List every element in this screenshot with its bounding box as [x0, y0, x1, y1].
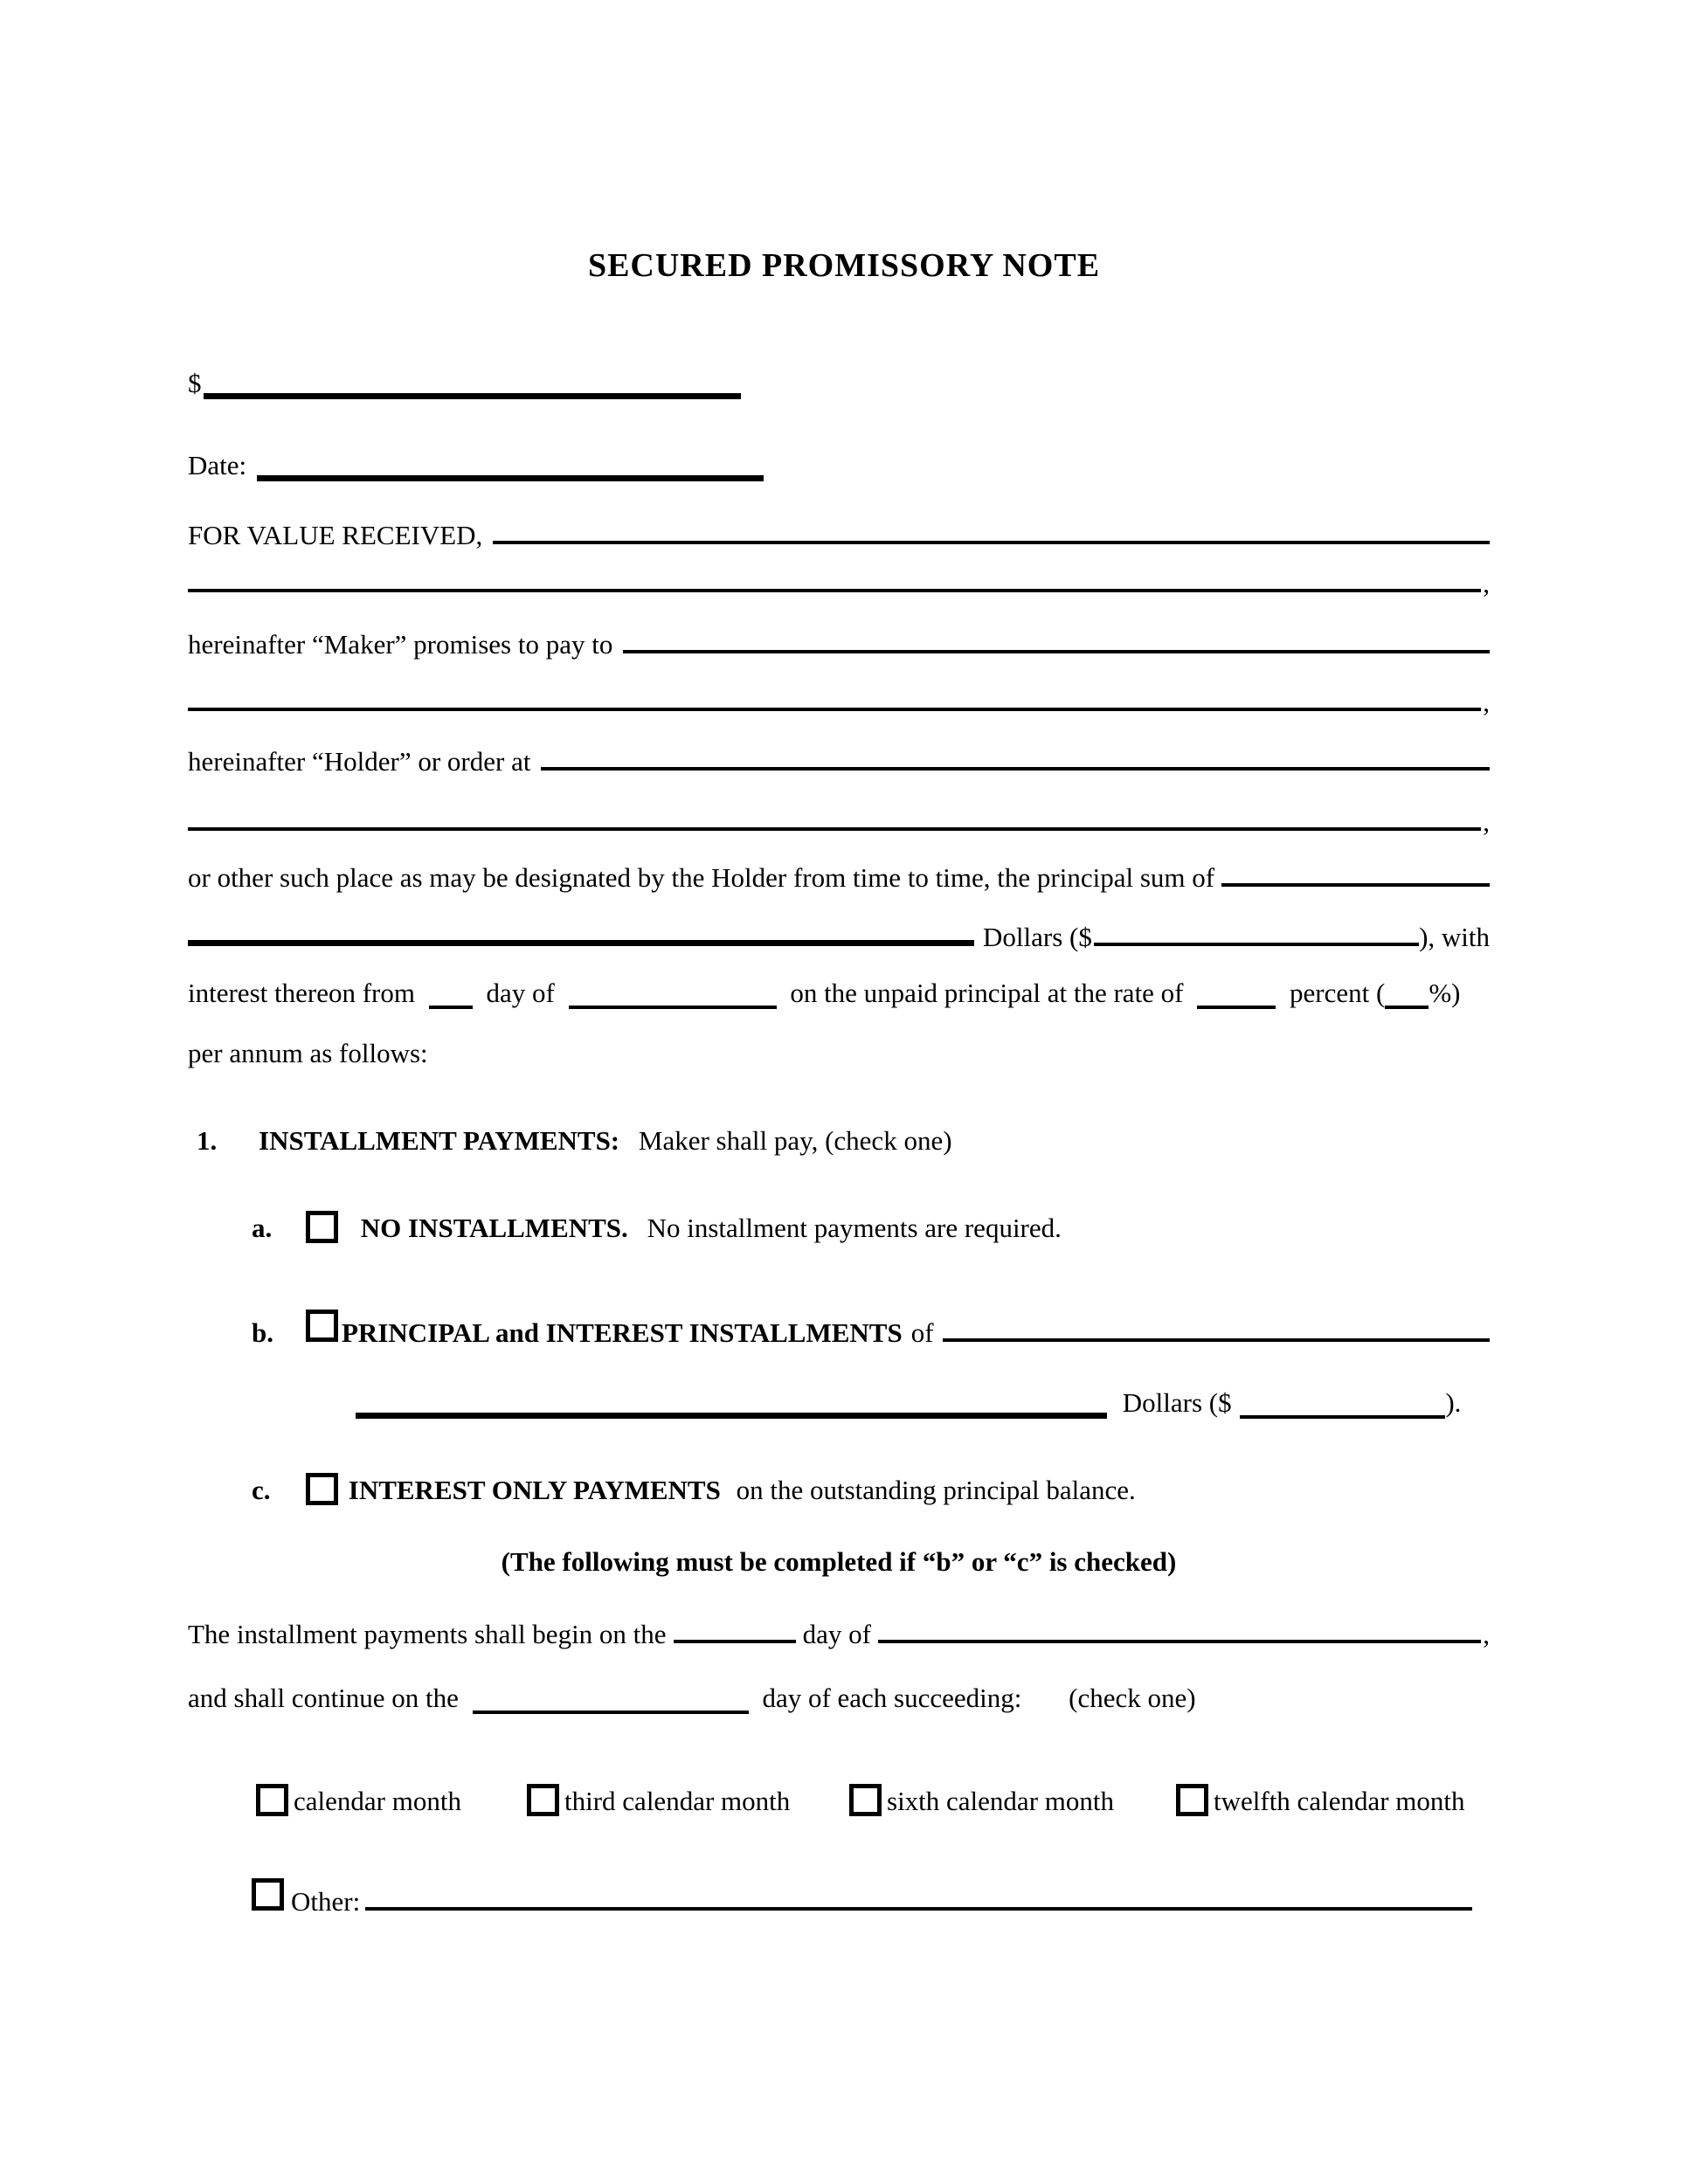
item-b-line	[188, 1310, 1490, 1351]
holder-clause-text: hereinafter “Holder” or order at	[188, 746, 531, 777]
maker-name-blank[interactable]	[493, 515, 1490, 544]
payment-address-continuation-blank[interactable]	[188, 801, 1481, 831]
amount-line	[188, 367, 1490, 401]
calendar-month-checkbox[interactable]	[256, 1784, 288, 1816]
date-blank[interactable]	[257, 452, 764, 481]
other-line	[188, 1878, 1490, 1919]
principal-sum-words-blank-2[interactable]	[188, 916, 974, 946]
holder-continuation-line	[188, 681, 1490, 720]
b-dollars-close-text: ).	[1445, 1387, 1462, 1418]
other-checkbox[interactable]	[252, 1878, 284, 1911]
frequency-option-sixth-calendar-month	[849, 1784, 1114, 1819]
trailing-comma: ,	[1483, 568, 1490, 598]
item-c-bold-text: INTEREST ONLY PAYMENTS	[348, 1475, 721, 1505]
installment-amount-numeric-blank[interactable]	[1240, 1389, 1445, 1419]
installment-amount-words-blank[interactable]	[943, 1312, 1490, 1342]
interest-line	[188, 977, 1490, 1011]
maker-clause-line	[188, 624, 1490, 662]
continue-line	[188, 1682, 1490, 1716]
continue-day-blank[interactable]	[473, 1684, 749, 1714]
begin-line	[188, 1614, 1490, 1652]
frequency-options-row	[188, 1784, 1490, 1829]
interest-text-5: %)	[1429, 978, 1461, 1008]
frequency-option-calendar-month	[256, 1784, 461, 1819]
principal-sum-numeric-blank[interactable]	[1094, 916, 1419, 946]
item-c-letter: c.	[252, 1475, 271, 1505]
completion-note	[188, 1545, 1490, 1579]
holder-clause-line	[188, 741, 1490, 779]
third-calendar-month-label: third calendar month	[564, 1786, 791, 1816]
frequency-option-twelfth-calendar-month	[1176, 1784, 1465, 1819]
item-b-dollars-line	[188, 1386, 1490, 1420]
item-a-bold-text: NO INSTALLMENTS.	[360, 1213, 628, 1243]
maker-name-continuation-blank[interactable]	[188, 563, 1481, 592]
other-blank[interactable]	[365, 1881, 1472, 1911]
trailing-comma: ,	[1483, 806, 1490, 837]
other-label: Other:	[291, 1886, 361, 1917]
for-value-line	[188, 515, 1490, 553]
address-continuation-line	[188, 801, 1490, 840]
interest-text-4: percent (	[1290, 978, 1386, 1008]
currency-symbol: $	[188, 368, 202, 398]
for-value-label: FOR VALUE RECEIVED,	[188, 520, 483, 550]
b-dollars-open-text: Dollars ($	[1122, 1387, 1232, 1418]
section1-heading-note: Maker shall pay, (check one)	[638, 1125, 952, 1156]
twelfth-calendar-month-label: twelfth calendar month	[1214, 1786, 1465, 1816]
interest-text-1: interest thereon from	[188, 978, 415, 1008]
item-a-text: No installment payments are required.	[647, 1213, 1062, 1243]
principal-interest-checkbox[interactable]	[306, 1310, 338, 1342]
twelfth-calendar-month-checkbox[interactable]	[1176, 1784, 1208, 1816]
per-annum-text: per annum as follows:	[188, 1038, 428, 1068]
section1-number: 1.	[197, 1125, 218, 1156]
completion-note-text: (The following must be completed if “b” or “c” is checked)	[501, 1546, 1177, 1577]
dollars-open-text: Dollars ($	[983, 922, 1092, 952]
continue-text-1: and shall continue on the	[188, 1683, 459, 1713]
maker-clause-text: hereinafter “Maker” promises to pay to	[188, 629, 613, 660]
calendar-month-label: calendar month	[294, 1786, 461, 1816]
page-title: SECURED PROMISSORY NOTE	[587, 247, 1101, 284]
holder-name-blank[interactable]	[623, 624, 1490, 653]
maker-continuation-line	[188, 563, 1490, 601]
dollars-line	[188, 916, 1490, 955]
principal-sum-words-blank[interactable]	[1221, 857, 1490, 887]
begin-text-2: day of	[802, 1619, 871, 1649]
begin-suffix: ,	[1483, 1619, 1490, 1649]
item-c-text: on the outstanding principal balance.	[736, 1475, 1136, 1505]
item-b-bold-text: PRINCIPAL and INTEREST INSTALLMENTS	[342, 1317, 903, 1348]
section1-heading-line	[197, 1124, 1498, 1158]
payment-address-blank[interactable]	[541, 741, 1490, 771]
principal-sum-line	[188, 857, 1490, 895]
installment-amount-words-blank-2[interactable]	[356, 1389, 1107, 1419]
item-a-line	[188, 1211, 1490, 1246]
interest-rate-numeric-blank[interactable]	[1385, 979, 1429, 1009]
per-annum-line	[188, 1037, 1490, 1071]
date-label: Date:	[188, 450, 247, 480]
place-clause-text: or other such place as may be designated by the Holder from time to time, the principal sum of	[188, 862, 1215, 893]
holder-name-continuation-blank[interactable]	[188, 681, 1481, 711]
interest-rate-blank[interactable]	[1197, 979, 1276, 1009]
third-calendar-month-checkbox[interactable]	[527, 1784, 559, 1816]
continue-text-2: day of each succeeding:	[762, 1683, 1022, 1713]
item-c-line	[188, 1473, 1490, 1508]
no-installments-checkbox[interactable]	[306, 1211, 338, 1243]
begin-month-year-blank[interactable]	[878, 1614, 1481, 1643]
interest-text-2: day of	[486, 978, 555, 1008]
interest-text-3: on the unpaid principal at the rate of	[790, 978, 1184, 1008]
section1-heading: INSTALLMENT PAYMENTS:	[259, 1125, 620, 1156]
trailing-comma: ,	[1483, 687, 1490, 717]
begin-day-blank[interactable]	[674, 1614, 796, 1643]
principal-amount-blank[interactable]	[204, 370, 741, 399]
item-a-letter: a.	[252, 1213, 273, 1243]
sixth-calendar-month-checkbox[interactable]	[849, 1784, 882, 1816]
item-b-text: of	[910, 1317, 934, 1348]
sixth-calendar-month-label: sixth calendar month	[887, 1786, 1114, 1816]
dollars-close-text: ), with	[1419, 922, 1490, 952]
frequency-option-third-calendar-month	[527, 1784, 790, 1819]
item-b-letter: b.	[252, 1317, 273, 1348]
interest-start-month-blank[interactable]	[569, 979, 777, 1009]
begin-text-1: The installment payments shall begin on the	[188, 1619, 667, 1649]
check-one-text: (check one)	[1069, 1683, 1196, 1713]
date-line	[188, 449, 1490, 483]
interest-only-checkbox[interactable]	[306, 1473, 338, 1505]
interest-start-day-blank[interactable]	[429, 979, 473, 1009]
